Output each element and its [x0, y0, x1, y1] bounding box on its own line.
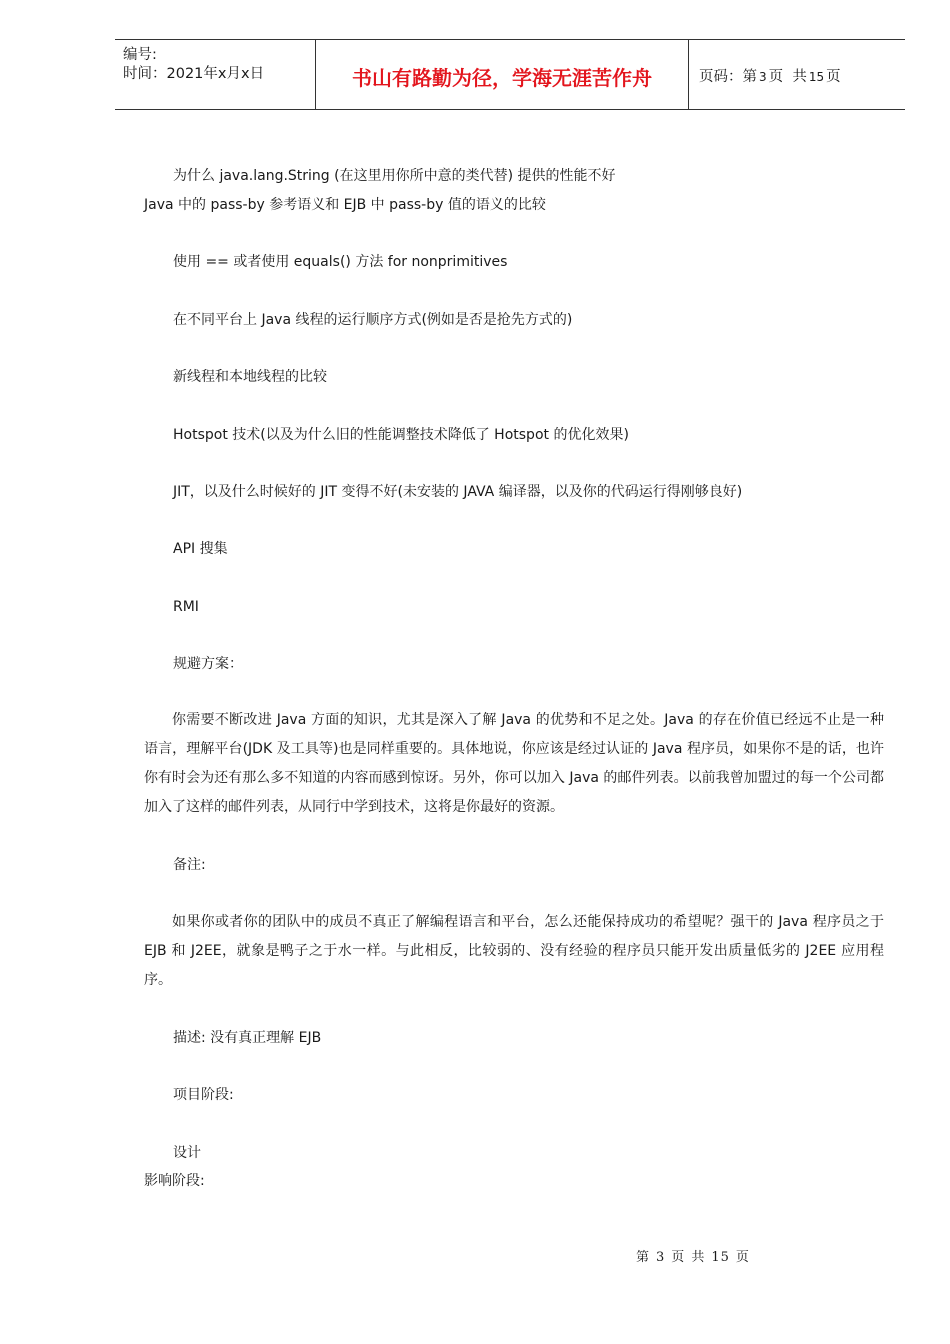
body-line-8: API 搜集	[173, 541, 228, 557]
body-paragraph-1: 你需要不断改进 Java 方面的知识，尤其是深入了解 Java 的优势和不足之处。Java 的存在价值已经远不止是一种语言，理解平台(JDK 及工具等)也是同样重要的。具体地说，你应该是经过认证的 Java 程序员，如果你不是的话，也许你有时会为还有那么多不知道的内容而感到惊讶。另外，你可以加入 Java 的邮件列表。以前我曾加盟过的每一个公司都加入了这样的邮件列表，从同行中学到技术，这将是你最好的资源。	[144, 712, 884, 815]
header-meta-cell	[115, 40, 316, 109]
page-prefix: 页码：第	[699, 69, 757, 85]
page-suffix: 页	[826, 69, 841, 85]
footer-total-pages: 15	[711, 1250, 730, 1265]
page-header	[115, 39, 905, 110]
page-footer	[633, 1246, 753, 1265]
body-line-11: 备注:	[173, 857, 206, 873]
header-page-cell	[689, 40, 905, 109]
page-mid: 页 共	[768, 69, 807, 85]
footer-word-1: 第	[636, 1250, 651, 1265]
body-paragraph-2: 如果你或者你的团队中的成员不真正了解编程语言和平台，怎么还能保持成功的希望呢？强干的 Java 程序员之于 EJB 和 J2EE，就象是鸭子之于水一样。与此相反，比较弱的、没有经验的程序员只能开发出质量低劣的 J2EE 应用程序。	[144, 914, 884, 988]
footer-word-2: 页	[671, 1250, 686, 1265]
footer-word-4: 页	[735, 1250, 750, 1265]
body-line-12: 描述: 没有真正理解 EJB	[173, 1030, 322, 1046]
body-line-14: 设计	[173, 1145, 201, 1161]
page-current-number: 3	[759, 70, 767, 84]
body-line-15: 影响阶段:	[144, 1173, 205, 1189]
body-line-7: JIT，以及什么时候好的 JIT 变得不好(未安装的 JAVA 编译器，以及你的代码运行得刚够良好)	[173, 484, 743, 500]
page-total-number: 15	[808, 70, 825, 84]
header-motto-cell	[316, 40, 689, 109]
body-line-5: 新线程和本地线程的比较	[173, 369, 327, 385]
body-line-1: 为什么 java.lang.String (在这里用你所中意的类代替) 提供的性能不好	[173, 168, 616, 184]
body-line-6: Hotspot 技术(以及为什么旧的性能调整技术降低了 Hotspot 的优化效果)	[173, 427, 629, 443]
document-number-label: 编号:	[123, 47, 157, 63]
footer-current-page: 3	[656, 1250, 666, 1265]
body-line-4: 在不同平台上 Java 线程的运行顺序方式(例如是否是抢先方式的)	[173, 312, 573, 328]
body-line-13: 项目阶段:	[173, 1087, 234, 1103]
header-motto: 书山有路勤为径，学海无涯苦作舟	[352, 66, 652, 90]
body-line-2: Java 中的 pass-by 参考语义和 EJB 中 pass-by 值的语义的比较	[144, 197, 546, 213]
body-line-10: 规避方案：	[173, 656, 243, 672]
document-time-label: 时间：2021年x月x日	[123, 66, 265, 82]
body-line-9: RMI	[173, 599, 199, 615]
header-page-code	[699, 65, 841, 86]
footer-word-3: 共	[691, 1250, 706, 1265]
body-line-3: 使用 == 或者使用 equals() 方法 for nonprimitives	[173, 254, 508, 270]
